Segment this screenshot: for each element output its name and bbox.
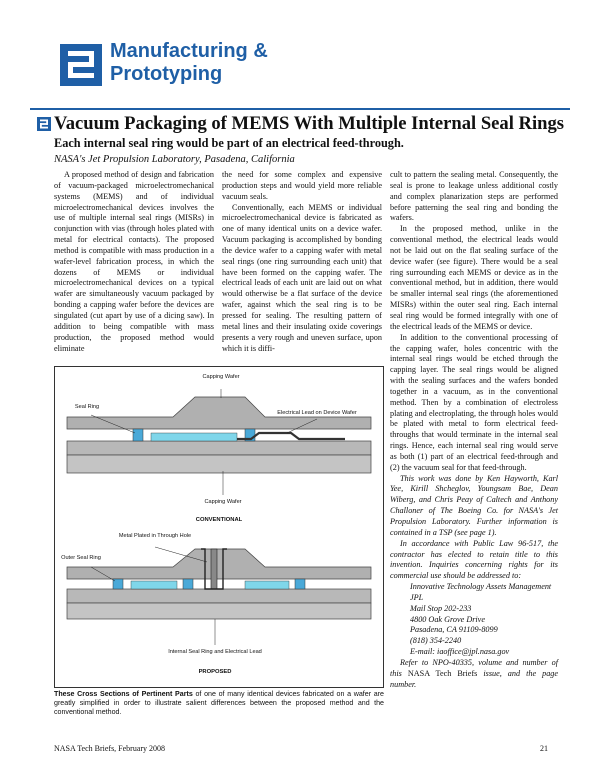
credit-paragraph: This work was done by Ken Hayworth, Karl Yee, Kirill Shcheglov, Youngsam Bae, Dean Wiberg, and Chris Peay of Caltech and Anthony Challoner of The Boeing Co. for NASA's Jet Propulsion Laboratory. Further information is contained in a TSP (see page 1).	[390, 473, 558, 537]
label-outer-seal-ring: Outer Seal Ring	[61, 555, 101, 561]
law-paragraph: In accordance with Public Law 96-517, the contractor has elected to retain title to this invention. Inquiries concerning rights for its commercial use should be addressed to:	[390, 538, 558, 581]
section-logo-icon	[60, 44, 102, 86]
label-internal-seal-ring: Internal Seal Ring and Electrical Lead	[168, 649, 262, 655]
proposed-diagram	[67, 547, 371, 645]
conventional-diagram	[67, 389, 371, 495]
article-affiliation: NASA's Jet Propulsion Laboratory, Pasadena, California	[54, 154, 295, 165]
refer-paragraph: Refer to NPO-40335, volume and number of this NASA Tech Briefs issue, and the page number.	[390, 657, 559, 689]
label-seal-ring: Seal Ring	[74, 404, 100, 410]
footer-publication: NASA Tech Briefs, February 2008	[54, 744, 166, 753]
address-line: Innovative Technology Assets Management	[410, 582, 552, 592]
address-line: (818) 354-2240	[410, 636, 462, 646]
figure-diagram	[55, 367, 383, 687]
address-line: JPL	[410, 592, 424, 602]
article-subtitle: Each internal seal ring would be part of an electrical feed-through.	[54, 136, 404, 150]
article-logo-icon	[37, 117, 51, 131]
address-line: 4800 Oak Grove Drive	[410, 614, 485, 624]
label-capping-wafer-top: Capping Wafer	[202, 374, 240, 380]
address-line: Pasadena, CA 91109-8099	[410, 625, 498, 635]
label-proposed: PROPOSED	[198, 669, 232, 675]
body-paragraph: In addition to the conventional processing of the capping wafer, holes concentric with the internal seal rings would be etched through the capping layer. The seal rings would be aligned with the sealing surfaces and the wafers bonded together in a vacuum, as in the conventional method. Then by a combination of electroless plating and electroplating, the through holes would be plated with metal to form electrical feed-throughs that would terminate in the internal seal rings. Hence, each internal seal ring would serve as both (1) part of an electrical feed-through and (2) the vacuum seal for that feed-through.	[390, 332, 558, 472]
label-conventional: CONVENTIONAL	[195, 517, 243, 523]
body-column-3	[390, 170, 558, 691]
body-column-2	[222, 170, 382, 354]
section-rule	[30, 108, 570, 110]
body-paragraph: A proposed method of design and fabrication of vacuum-packaged microelectromechanical systems (MEMS) and of individual microelectromechanical devices involves the use of multiple internal seal rings (MISRs) in conjunction with vias (through holes plated with metal for electrical contacts). The proposed method is compatible with mass production in a wafer-level fabrication process, in which the dozens of MEMS or individual microelectromechanical devices on a typical wafer are simultaneously vacuum packaged by bonding a capping wafer before the devices are singulated (cut apart by use of a dicing saw). In addition to being compatible with mass production, the proposed method would eliminate	[54, 170, 214, 353]
article-title: Vacuum Packaging of MEMS With Multiple Internal Seal Rings	[54, 113, 565, 134]
figure-cross-sections	[54, 366, 384, 688]
section-title: Manufacturing & Prototyping	[110, 40, 268, 85]
footer-page-number: 21	[540, 744, 548, 753]
body-paragraph: cult to pattern the sealing metal. Consequently, the seal is prone to leakage unless additional costly and complex planarization steps are performed before patterning the seal ring and bonding the wafers.	[390, 170, 558, 223]
label-electrical-lead: Electrical Lead on Device Wafer	[277, 410, 357, 416]
label-metal-plated: Metal Plated in Through Hole	[118, 533, 192, 539]
figure-caption: These Cross Sections of Pertinent Parts of one of many identical devices fabricated on a wafer are greatly simplified in order to illustrate salient differences between the proposed method and the conventional method.	[54, 690, 384, 716]
label-capping-wafer-bottom: Capping Wafer	[204, 499, 242, 505]
body-paragraph: Conventionally, each MEMS or individual microelectromechanical device is fabricated as one of many identical units on a device wafer. Vacuum packaging is accomplished by bonding the device wafer to a capping wafer with metal seal rings (one ring surrounding each unit) that have been formed on the capping wafer. The electrical leads of each unit are laid out on what would otherwise be a flat surface of the device wafer, against which the seal ring is to be pressed for sealing. The resulting pattern of metal lines and their insulating oxide coverings presents a very rough and uneven surface, upon which it is diffi-	[222, 202, 382, 353]
body-column-1	[54, 170, 214, 354]
address-line: Mail Stop 202-233	[410, 603, 472, 613]
body-paragraph: the need for some complex and expensive production steps and would yield more reliable vacuum seals.	[222, 170, 382, 201]
email-line: E-mail: iaoffice@jpl.nasa.gov	[410, 647, 510, 657]
body-paragraph: In the proposed method, unlike in the conventional method, the electrical leads would not be laid out on the flat sealing surface of the device wafer (see figure). There would be a seal ring surrounding each MEMS or device as in the conventional method, but in addition, there would be smaller internal seal rings (the aforementioned MISRs) within the outer seal ring. Each internal seal ring would be formed integrally with one of the electrical leads of the MEMS or device.	[390, 224, 558, 331]
